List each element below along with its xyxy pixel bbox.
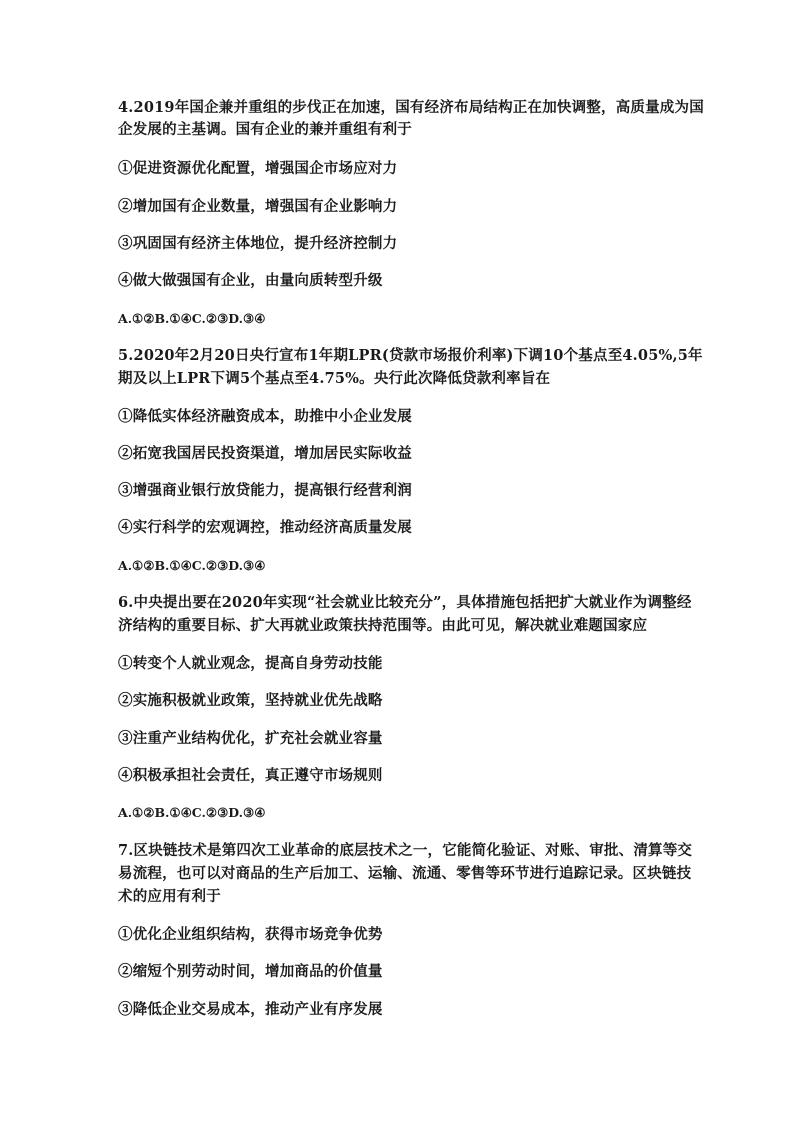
question-4-option-4: ④做大做强国有企业，由量向质转型升级 (118, 272, 383, 289)
question-4-stem-line-1: 4.2019年国企兼并重组的步伐正在加速，国有经济布局结构正在加快调整，高质量成为国 (118, 99, 704, 116)
question-4-stem-line-2: 企发展的主基调。国有企业的兼并重组有利于 (118, 121, 412, 138)
question-7-stem-line-2: 易流程，也可以对商品的生产后加工、运输、流通、零售等环节进行追踪记录。区块链技 (118, 865, 692, 882)
question-5-stem-line-2: 期及以上LPR下调5个基点至4.75%。央行此次降低贷款利率旨在 (118, 370, 551, 387)
question-7-option-1: ①优化企业组织结构，获得市场竞争优势 (118, 926, 383, 943)
question-6-option-2: ②实施积极就业政策，坚持就业优先战略 (118, 692, 383, 709)
question-7-option-3: ③降低企业交易成本，推动产业有序发展 (118, 1001, 383, 1018)
question-6-answer-choices: A.①②B.①④C.②③D.③④ (118, 805, 266, 820)
question-5-option-1: ①降低实体经济融资成本，助推中小企业发展 (118, 408, 412, 425)
question-6-stem-line-2: 济结构的重要目标、扩大再就业政策扶持范围等。由此可见，解决就业难题国家应 (118, 617, 648, 634)
question-7-stem-line-3: 术的应用有利于 (118, 888, 221, 905)
question-6-option-1: ①转变个人就业观念，提高自身劳动技能 (118, 655, 383, 672)
question-6-option-4: ④积极承担社会责任，真正遵守市场规则 (118, 767, 383, 784)
question-7-stem-line-1: 7.区块链技术是第四次工业革命的底层技术之一，它能简化验证、对账、审批、清算等交 (118, 842, 693, 859)
question-4-answer-choices: A.①②B.①④C.②③D.③④ (118, 311, 266, 326)
question-5-option-4: ④实行科学的宏观调控，推动经济高质量发展 (118, 519, 412, 536)
question-4-option-1: ①促进资源优化配置，增强国企市场应对力 (118, 160, 398, 177)
question-4-option-3: ③巩固国有经济主体地位，提升经济控制力 (118, 235, 398, 252)
question-5-option-3: ③增强商业银行放贷能力，提高银行经营利润 (118, 482, 412, 499)
question-6-stem-line-1: 6.中央提出要在2020年实现“社会就业比较充分”，具体措施包括把扩大就业作为调整经 (118, 594, 692, 611)
question-4-option-2: ②增加国有企业数量，增强国有企业影响力 (118, 198, 398, 215)
question-5-stem-line-1: 5.2020年2月20日央行宣布1年期LPR(贷款市场报价利率)下调10个基点至4.05%,5年 (118, 347, 703, 364)
question-6-option-3: ③注重产业结构优化，扩充社会就业容量 (118, 730, 383, 747)
question-5-option-2: ②拓宽我国居民投资渠道，增加居民实际收益 (118, 445, 412, 462)
question-7-option-2: ②缩短个别劳动时间，增加商品的价值量 (118, 963, 383, 980)
question-5-answer-choices: A.①②B.①④C.②③D.③④ (118, 558, 266, 573)
